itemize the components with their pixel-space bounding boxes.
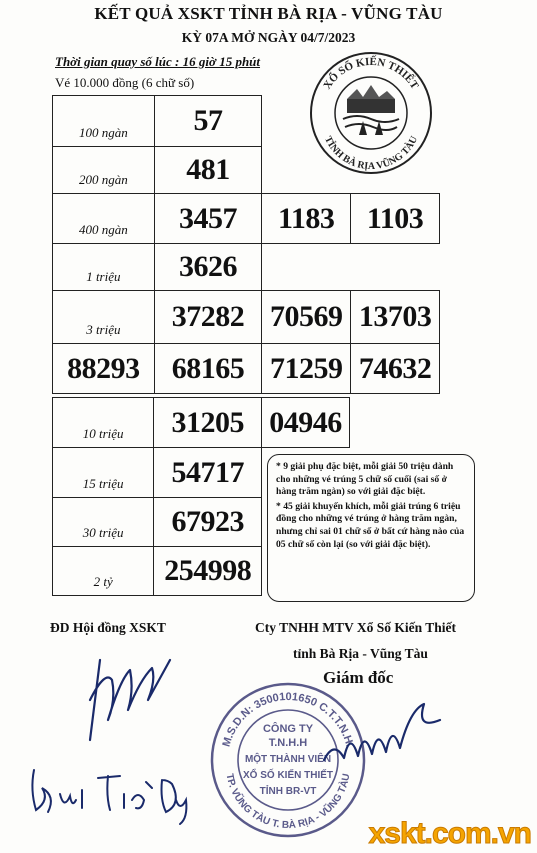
company-name: Cty TNHH MTV Xổ Số Kiến Thiết (255, 620, 457, 635)
prize-number: 68165 (154, 344, 262, 394)
page-title: KẾT QUẢ XSKT TỈNH BÀ RỊA - VŨNG TÀU (94, 4, 443, 23)
council-signature-icon (60, 640, 180, 750)
prize-label: 100 ngàn (53, 96, 155, 147)
prize-number: 88293 (53, 344, 155, 394)
prize-number: 13703 (351, 291, 440, 344)
prize-number: 04946 (262, 398, 350, 448)
ticket-info: Vé 10.000 đồng (6 chữ số) (55, 75, 195, 90)
notes-box (267, 454, 475, 602)
prize-number: 481 (154, 147, 262, 194)
stamp-bottom-ring-text: TỈNH BÀ RỊA VŨNG TÀU (322, 134, 421, 173)
prize-number: 70569 (262, 291, 351, 344)
note-special-consolation: * 9 giải phụ đặc biệt, mỗi giải 50 triệu dành cho những vé trúng 5 chữ số cuối (sai số ở hàng trăm ngàn) so với giải đặc biệt. (276, 461, 454, 498)
draw-time: Thời gian quay số lúc : 16 giờ 15 phút (55, 54, 261, 69)
stamp-line-2: T.N.H.H (268, 737, 308, 749)
stamp-line-5: TỈNH BR-VT (259, 786, 317, 797)
director-title: Giám đốc (323, 668, 394, 687)
stamp-tax-code: M.S.D.N: 3500101650 C.T.T.N.H. (220, 690, 356, 749)
note-encouragement: * 45 giải khuyến khích, mỗi giải trúng 6 triệu đồng cho những vé trúng ở hàng trăm ngàn, nhưng chỉ sai 01 chữ số ở bất cứ hàng nào của 05 chữ số còn lại (so với giải đặc biệt). (276, 500, 465, 550)
prize-number: 57 (154, 96, 262, 147)
draw-period: KỲ 07A MỞ NGÀY 04/7/2023 (181, 30, 356, 45)
table-row (53, 398, 350, 448)
prize-label: 30 triệu (53, 498, 154, 547)
stamp-line-4: XỔ SỐ KIẾN THIẾT (242, 770, 334, 781)
prize-label: 3 triệu (53, 291, 155, 344)
stamp-top-ring-text: XỔ SỐ KIẾN THIẾT (321, 55, 421, 92)
council-title: ĐD Hội đồng XSKT (50, 620, 166, 635)
table-row (53, 147, 440, 194)
table-row (53, 344, 440, 394)
prize-label: 400 ngàn (53, 194, 155, 244)
table-row (53, 244, 440, 291)
prize-number: 71259 (262, 344, 351, 394)
table-row (53, 96, 440, 147)
prize-label: 1 triệu (53, 244, 155, 291)
director-signature-icon (320, 700, 450, 780)
site-watermark: xskt.com.vn (368, 817, 531, 850)
prize-number: 67923 (154, 498, 262, 547)
prize-table-upper (52, 95, 440, 394)
stamp-line-1: CÔNG TY (262, 723, 314, 735)
stamp-line-3: MỘT THÀNH VIÊN (244, 754, 332, 765)
prize-label: 10 triệu (53, 398, 154, 448)
prize-number: 1183 (262, 194, 351, 244)
prize-label: 200 ngàn (53, 147, 155, 194)
prize-number: 54717 (154, 448, 262, 498)
table-row (53, 194, 440, 244)
prize-number: 37282 (154, 291, 262, 344)
table-row (53, 291, 440, 344)
prize-number: 3457 (154, 194, 262, 244)
prize-number: 3626 (154, 244, 262, 291)
prize-number: 31205 (154, 398, 262, 448)
prize-number: 1103 (351, 194, 440, 244)
special-prize-number: 254998 (154, 547, 262, 596)
prize-label: 15 triệu (53, 448, 154, 498)
prize-label: 2 tỷ (53, 547, 154, 596)
stamp-address: TP. VŨNG TÀU T. BÀ RỊA - VŨNG TÀU (223, 772, 353, 832)
company-province: tỉnh Bà Rịa - Vũng Tàu (293, 646, 428, 661)
council-handwritten-name-icon (20, 760, 200, 830)
prize-number: 74632 (351, 344, 440, 394)
